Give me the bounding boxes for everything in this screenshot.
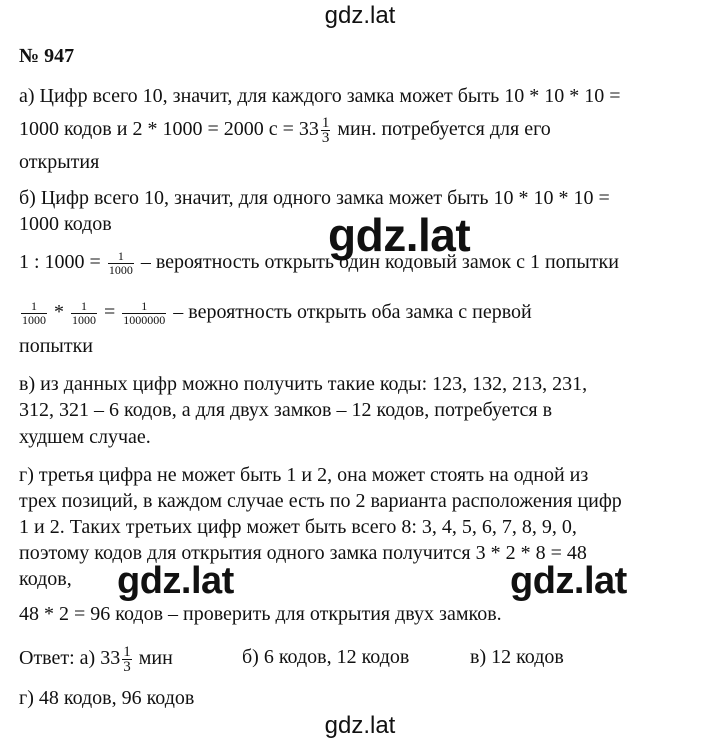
part-g-line-4: поэтому кодов для открытия одного замка получится 3 * 2 * 8 = 48 <box>19 542 587 564</box>
part-b-probability-one: – вероятность открыть один кодовый замок с 1 попытки <box>135 251 619 274</box>
times-sign: * <box>49 301 69 324</box>
part-v-line-2: 312, 321 – 6 кодов, а для двух замков – 12 кодов, потребуется в <box>19 399 553 421</box>
part-b-line-3 <box>19 250 619 277</box>
part-g-line-2: трех позиций, в каждом случае есть по 2 варианта расположения цифр <box>19 490 622 512</box>
part-g-line-6: 48 * 2 = 96 кодов – проверить для открытия двух замков. <box>19 603 502 625</box>
part-b-line-5: попытки <box>19 335 94 357</box>
part-a-text-post: мин. потребуется для его <box>332 118 551 141</box>
part-a-line-2 <box>19 116 551 145</box>
part-b-probability-both: – вероятность открыть оба замка с первой <box>168 301 532 324</box>
answer-g: г) 48 кодов, 96 кодов <box>19 687 195 709</box>
answer-a-unit: мин <box>133 647 173 670</box>
fraction-1-1000: $\frac{1}{1000}$ <box>108 249 133 277</box>
problem-number: № 947 <box>19 45 75 67</box>
watermark-center: gdz.lat <box>328 209 471 261</box>
part-b-ratio: 1 : 1000 = <box>19 251 106 274</box>
answer-line <box>19 645 173 674</box>
part-g-line-5: кодов, <box>19 568 72 590</box>
part-b-line-4 <box>19 300 532 327</box>
part-a-line-3: открытия <box>19 151 100 173</box>
part-g-line-1: г) третья цифра не может быть 1 и 2, она может стоять на одной из <box>19 464 589 486</box>
fraction-one-third: $\frac{1}{3}$ <box>321 115 330 146</box>
answer-b: б) 6 кодов, 12 кодов <box>242 646 410 668</box>
fraction-1-1000-a: $\frac{1}{1000}$ <box>22 299 46 327</box>
part-v-line-3: худшем случае. <box>19 426 151 448</box>
part-a-text: 1000 кодов и 2 * 1000 = 2000 с = 33 <box>19 118 319 141</box>
answer-fraction-one-third: $\frac{1}{3}$ <box>123 644 131 675</box>
watermark-right: gdz.lat <box>510 560 627 602</box>
equals-sign: = <box>99 301 121 324</box>
answer-prefix: Ответ: а) 33 <box>19 647 121 670</box>
fraction-1-1000-b: $\frac{1}{1000}$ <box>72 299 96 327</box>
answer-v: в) 12 кодов <box>470 646 564 668</box>
watermark-top: gdz.lat <box>324 2 396 29</box>
fraction-1-1000000: $\frac{1}{1000000}$ <box>123 299 166 327</box>
part-g-line-3: 1 и 2. Таких третьих цифр может быть всего 8: 3, 4, 5, 6, 7, 8, 9, 0, <box>19 516 577 538</box>
part-v-line-1: в) из данных цифр можно получить такие коды: 123, 132, 213, 231, <box>19 373 588 395</box>
part-a-line-1: а) Цифр всего 10, значит, для каждого замка может быть 10 * 10 * 10 = <box>19 85 621 107</box>
part-b-line-2: 1000 кодов <box>19 213 112 235</box>
part-b-line-1: б) Цифр всего 10, значит, для одного замка может быть 10 * 10 * 10 = <box>19 187 610 209</box>
watermark-bottom: gdz.lat <box>324 712 396 739</box>
watermark-left: gdz.lat <box>117 560 234 602</box>
